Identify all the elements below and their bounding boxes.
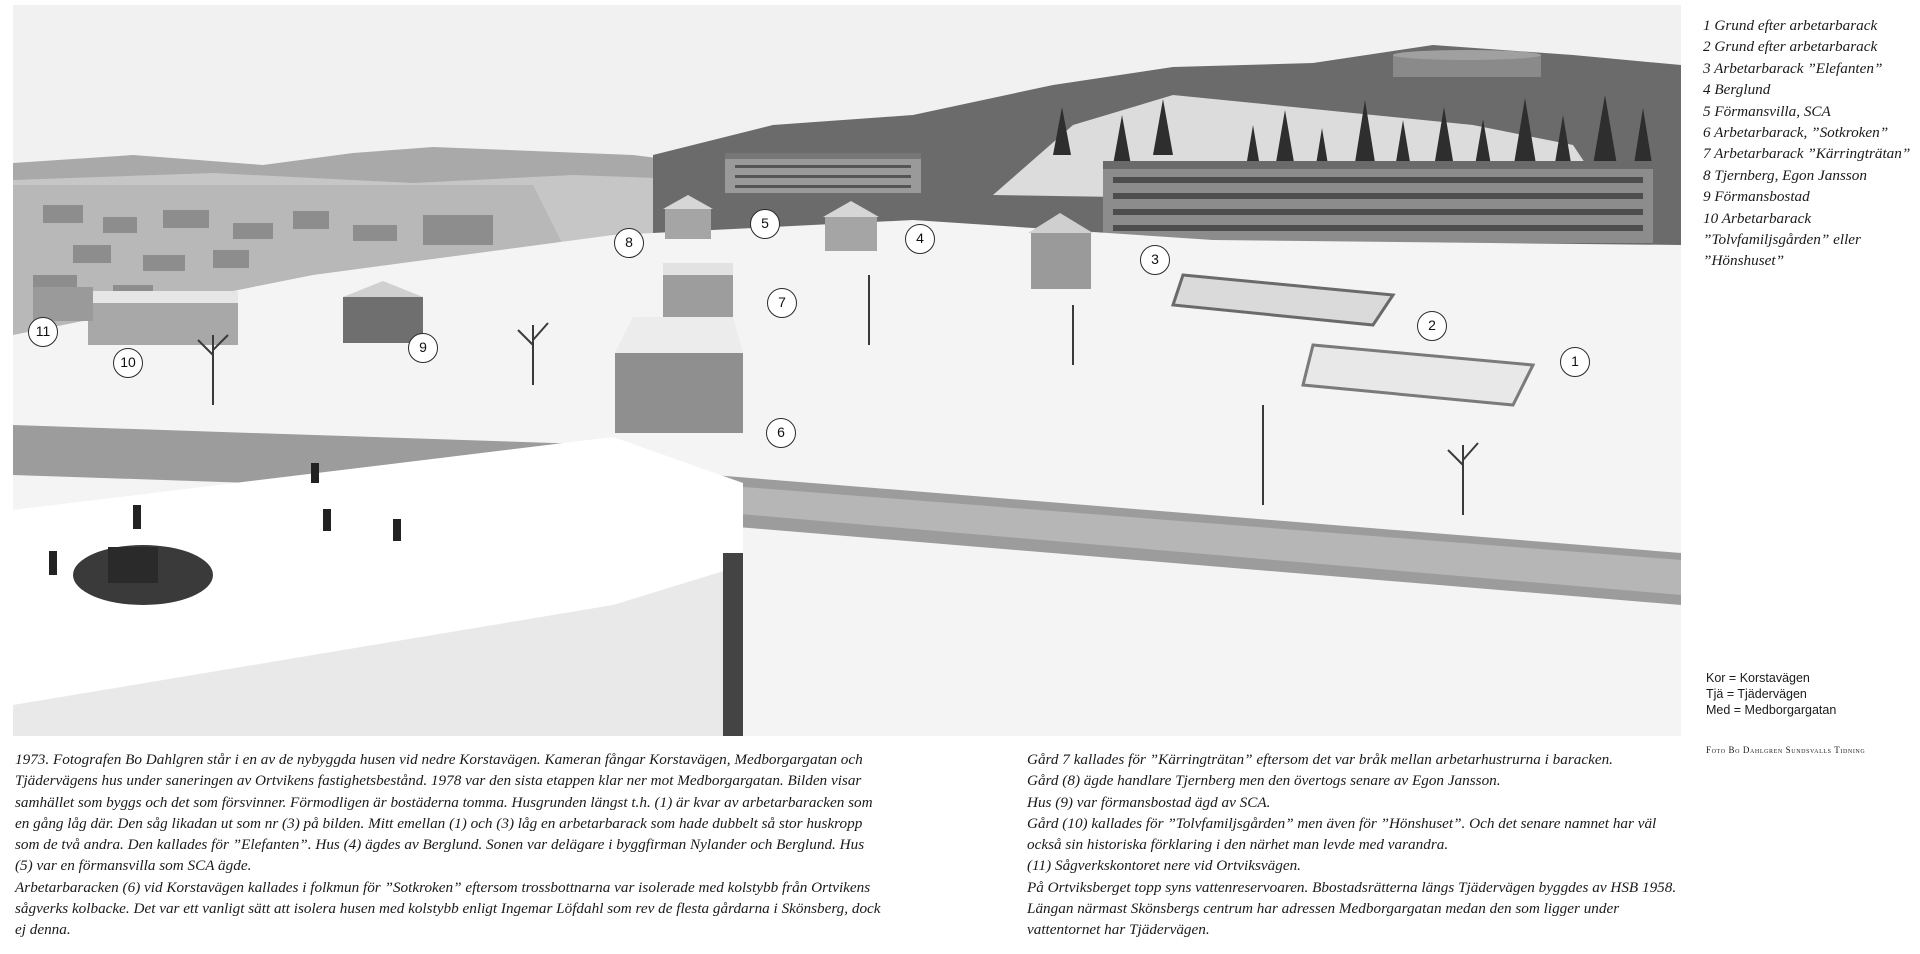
photo-credit: Foto Bo Dahlgren Sundsvalls Tidning <box>1706 745 1866 755</box>
caption-paragraph: (11) Sågverkskontoret nere vid Ortviksvägen. <box>1027 857 1301 875</box>
legend-item: 9 Förmansbostad <box>1703 188 1810 206</box>
legend-item: 6 Arbetarbarack, ”Sotkroken” <box>1703 124 1889 142</box>
photo-marker-9: 9 <box>408 333 438 363</box>
photo-illustration <box>13 5 1681 736</box>
legend-item: 1 Grund efter arbetarbarack <box>1703 17 1878 34</box>
caption-paragraph: Gård 7 kallades för ”Kärringträtan” eftersom det var bråk mellan arbetarhustrurna i baracken. <box>1027 751 1613 768</box>
caption-paragraph: Hus (9) var förmansbostad ägd av SCA. <box>1027 793 1271 811</box>
photo-marker-8: 8 <box>614 228 644 258</box>
caption-right <box>1027 749 1693 941</box>
abbreviation-item: Med = Medborgargatan <box>1706 703 1837 717</box>
caption-paragraph: På Ortviksberget topp syns vattenreservoaren. Bbostadsrätterna längs Tjädervägen byggdes av HSB 1958. Längan närmast Skönsbergs centrum har adressen Medborgargatan medan den som ligger under vattentornet har Tjädervägen. <box>1027 878 1677 939</box>
legend-item: 5 Förmansvilla, SCA <box>1703 102 1831 120</box>
caption-paragraph: 1973. Fotografen Bo Dahlgren står i en av de nybyggda husen vid nedre Korstavägen. Kameran fångar Korstavägen, Medborgargatan och Tjädervägens hus under saneringen av Ortvikens fastighetsbestånd. 1978 var den sista etappen klar ner mot Medborgargatan. Bilden visar samhället som byggs och det som försvinner. Förmodligen är bostäderna tomma. Husgrunden längst t.h. (1) är kvar av arbetarbaracken som en gång låg där. Den såg likadan ut som nr (3) på bilden. Mitt emellan (1) och (3) låg en arbetarbarack som hade dubbelt så stor huskropp som de två andra. Den kallades för ”Elefanten”. Hus (4) ägdes av Berglund. Sonen var delägare i byggfirman Nylander och Berglund. Hus (5) var en förmansvilla som SCA ägde. <box>15 751 873 875</box>
photo-marker-5: 5 <box>750 209 780 239</box>
photo-marker-6: 6 <box>766 418 796 448</box>
photo-marker-10: 10 <box>113 348 143 378</box>
photo-marker-7: 7 <box>767 288 797 318</box>
caption-paragraph: Gård (8) ägde handlare Tjernberg men den övertogs senare av Egon Jansson. <box>1027 772 1501 790</box>
legend-item: 3 Arbetarbarack ”Elefanten” <box>1703 59 1883 77</box>
abbreviation-list <box>1706 670 1836 718</box>
legend-item: 2 Grund efter arbetarbarack <box>1703 38 1878 56</box>
legend-item: 4 Berglund <box>1703 81 1771 99</box>
photo-marker-11: 11 <box>28 317 58 347</box>
legend-item: ”Tolvfamiljsgården” eller <box>1703 231 1861 249</box>
photo-marker-2: 2 <box>1417 311 1447 341</box>
abbreviation-item: Kor = Korstavägen <box>1706 671 1810 685</box>
photo-marker-1: 1 <box>1560 347 1590 377</box>
caption-paragraph: Gård (10) kallades för ”Tolvfamiljsgården” men även för ”Hönshuset”. Och det senare namnet har väl också sin historiska förklaring i den närhet man levde med varandra. <box>1027 814 1657 854</box>
photo-marker-3: 3 <box>1140 245 1170 275</box>
photo-marker-4: 4 <box>905 224 935 254</box>
legend-item: 8 Tjernberg, Egon Jansson <box>1703 166 1867 184</box>
caption-left <box>15 749 881 941</box>
legend-item: ”Hönshuset” <box>1703 252 1785 270</box>
legend-item: 7 Arbetarbarack ”Kärringträtan” <box>1703 145 1911 163</box>
caption-paragraph: Arbetarbaracken (6) vid Korstavägen kallades i folkmun för ”Sotkroken” eftersom trossbottnarna var isolerade med kolstybb från Ortvikens sågverks kolbacke. Det var ett vanligt sätt att isolera husen med kolstybb enligt Ingemar Löfdahl som rev de flesta gårdarna i Skönsberg, dock ej denna. <box>15 878 881 939</box>
photo-legend <box>1703 15 1915 272</box>
abbreviation-item: Tjä = Tjädervägen <box>1706 687 1807 701</box>
historical-photograph <box>13 5 1681 736</box>
legend-item: 10 Arbetarbarack <box>1703 209 1812 227</box>
